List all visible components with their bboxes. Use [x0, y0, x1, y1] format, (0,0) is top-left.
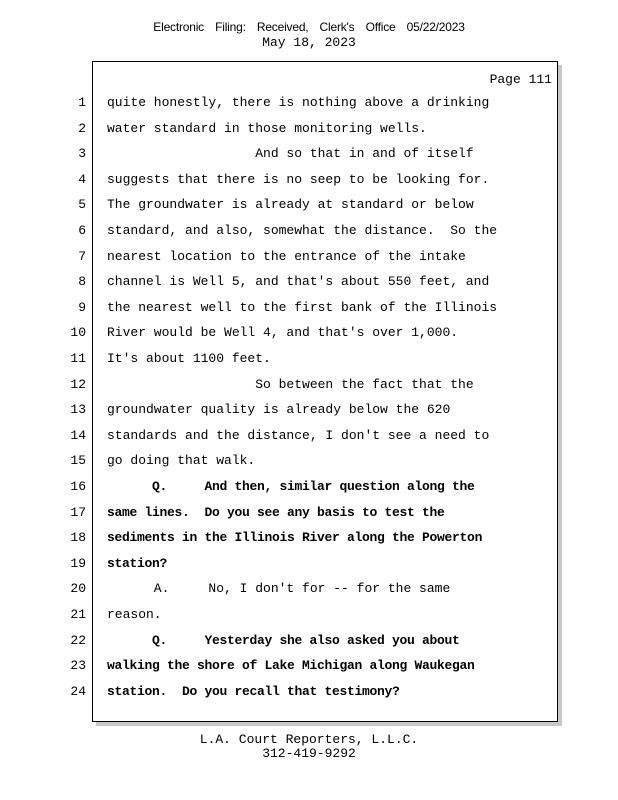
line-number: 22	[70, 632, 86, 648]
transcript-line: sediments in the Illinois River along the Powerton	[107, 530, 483, 546]
transcript-line: nearest location to the entrance of the intake	[107, 248, 466, 264]
transcript-line: River would be Well 4, and that's over 1,000.	[107, 325, 459, 341]
line-number: 10	[70, 325, 86, 341]
line-number: 3	[78, 146, 86, 162]
line-number: 23	[70, 658, 86, 674]
line-number: 14	[70, 427, 86, 443]
transcript-lines	[93, 62, 557, 721]
line-number: 7	[78, 248, 86, 264]
transcript-line: A. No, I don't for -- for the same	[107, 581, 451, 597]
line-number: 6	[78, 223, 86, 238]
transcript-line: reason.	[107, 607, 162, 622]
transcript-line: It's about 1100 feet.	[107, 351, 271, 366]
transcript-line: channel is Well 5, and that's about 550 feet, and	[107, 274, 490, 290]
transcript-line: So between the fact that the	[107, 376, 474, 392]
transcript-line: Q. Yesterday she also asked you about	[107, 632, 460, 648]
line-number: 12	[70, 376, 86, 392]
transcript-line: go doing that walk.	[107, 453, 256, 469]
line-number: 16	[70, 479, 86, 494]
line-number: 21	[70, 607, 86, 622]
transcript-line: The groundwater is already at standard or below	[107, 197, 474, 213]
line-number: 5	[78, 197, 86, 213]
transcript-line: standard, and also, somewhat the distance. So the	[107, 223, 498, 238]
transcript-line: water standard in those monitoring wells.	[107, 120, 427, 136]
transcript-line: station. Do you recall that testimony?	[107, 683, 400, 699]
transcript-line: suggests that there is no seep to be looking for.	[107, 171, 490, 187]
electronic-filing-stamp: Electronic Filing: Received, Clerk's Office 05/22/2023	[153, 20, 465, 34]
line-number: 18	[70, 530, 86, 546]
transcript-line: And so that in and of itself	[107, 146, 474, 162]
line-number: 8	[78, 274, 86, 290]
transcript-line: same lines. Do you see any basis to test the	[107, 504, 445, 520]
line-number: 20	[70, 581, 86, 597]
transcript-line: Q. And then, similar question along the	[107, 479, 475, 494]
hearing-date: May 18, 2023	[262, 35, 356, 50]
line-number: 19	[70, 555, 86, 571]
line-number: 15	[70, 453, 86, 469]
transcript-line: the nearest well to the first bank of the Illinois	[107, 299, 498, 315]
footer-phone: 312-419-9292	[262, 746, 356, 761]
line-number: 9	[78, 299, 86, 315]
line-number: 1	[78, 95, 86, 110]
line-number: 2	[78, 120, 86, 136]
line-number: 11	[70, 351, 86, 366]
footer-company: L.A. Court Reporters, L.L.C.	[199, 732, 419, 747]
transcript-line: station?	[107, 555, 168, 571]
page-number: Page 111	[489, 72, 552, 87]
transcript-line: quite honestly, there is nothing above a drinking	[107, 95, 490, 110]
line-number: 17	[70, 504, 86, 520]
transcript-line: walking the shore of Lake Michigan along Waukegan	[107, 658, 475, 674]
transcript-page	[92, 61, 558, 722]
line-number: 13	[70, 402, 86, 418]
line-number: 4	[78, 171, 86, 187]
line-number: 24	[70, 683, 86, 699]
transcript-line: standards and the distance, I don't see a need to	[107, 427, 490, 443]
transcript-line: groundwater quality is already below the 620	[107, 402, 451, 418]
